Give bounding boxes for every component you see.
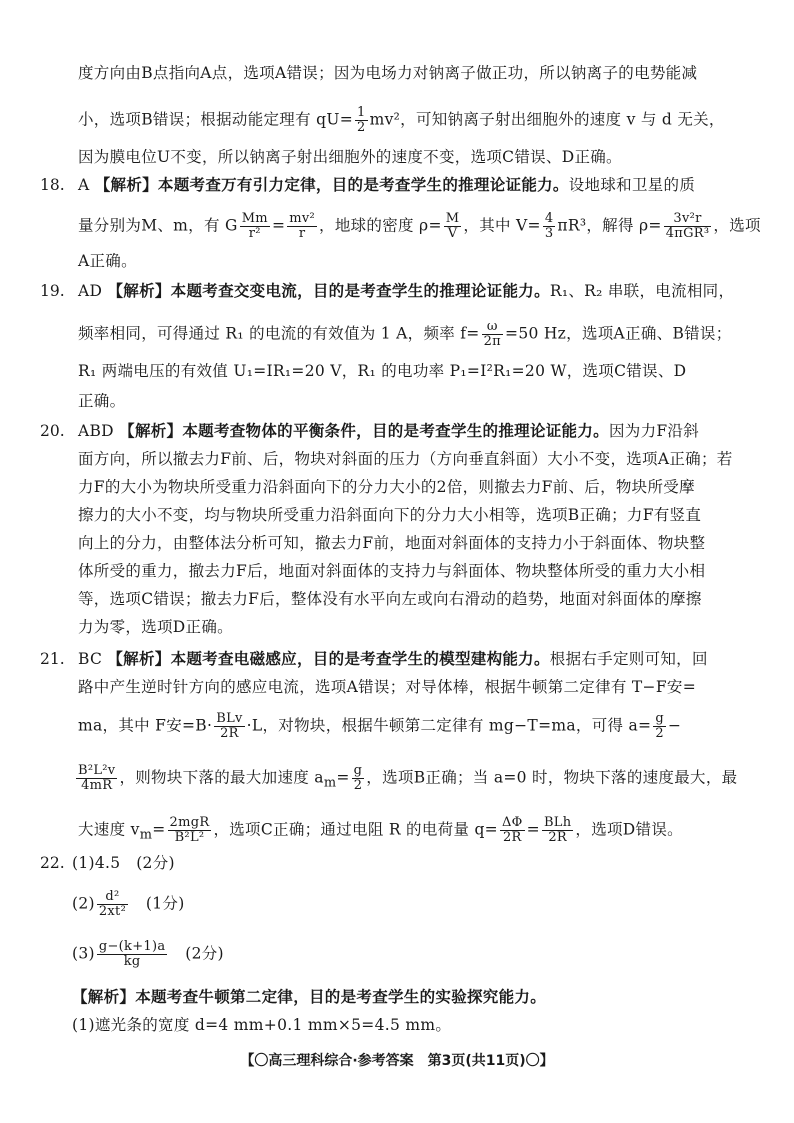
text: m [139, 827, 153, 843]
text: (3) [72, 944, 95, 963]
frac-bottom: 2 [357, 120, 366, 135]
q21-answer: BC [78, 650, 103, 668]
text: πR³，解得 ρ= [557, 216, 662, 235]
frac-top: g [655, 711, 664, 726]
text: 根据右手定则可知，回 [549, 650, 708, 668]
frac-top: BLh [543, 815, 572, 830]
q22-explanation-1: (1)遮光条的宽度 d=4 mm+0.1 mm×5=4.5 mm。 [72, 1016, 452, 1034]
intro-line-1: 度方向由B点指向A点，选项A错误；因为电场力对钠离子做正功，所以钠离子的电势能减 [78, 64, 698, 82]
frac-bottom: 3 [544, 226, 554, 241]
text: = [526, 820, 540, 839]
text: 因为力F沿斜 [608, 422, 700, 440]
frac-bottom: B²L² [174, 830, 205, 845]
q18-line-3: A正确。 [78, 252, 137, 270]
frac-bottom: r [298, 226, 306, 241]
q20-line-4: 擦力的大小不变，均与物块所受重力沿斜面向下的分力大小相等，选项B正确；力F有竖直 [78, 506, 702, 524]
text: m [323, 775, 337, 791]
frac-bottom: 2 [353, 778, 363, 793]
text: 大速度 v [78, 820, 140, 839]
text: − [667, 716, 682, 735]
frac-top: 1 [357, 105, 366, 120]
frac-top: ω [482, 320, 503, 335]
q20-analysis-tag: 【解析】本题考查物体的平衡条件，目的是考查学生的推理论证能力。 [119, 421, 609, 440]
fraction [240, 212, 270, 241]
frac-bottom: 2R [502, 830, 522, 845]
frac-bottom: r² [248, 226, 261, 241]
frac-top: BLv [216, 711, 243, 726]
text: R₁、R₂ 串联，电流相同， [549, 282, 735, 300]
intro-line-2 [78, 106, 725, 135]
q20-line-3: 力F的大小为物块所受重力沿斜面向下的分力大小的2倍，则撤去力F前、后，物块所受摩 [78, 478, 695, 496]
frac-top: M [445, 211, 460, 226]
q21-analysis-tag: 【解析】本题考查电磁感应，目的是考查学生的模型建构能力。 [107, 649, 550, 668]
q20-line-6: 体所受的重力，撤去力F后，地面对斜面体的支持力与斜面体、物块整体所受的重力大小相 [78, 562, 706, 580]
frac-top: 3v²r [664, 212, 712, 227]
q22-answer-2 [72, 890, 185, 919]
q18-line-1b: 设地球和卫星的质 [568, 176, 696, 194]
q19-line-4: 正确。 [78, 392, 126, 410]
fraction [214, 712, 244, 741]
fraction [97, 940, 168, 969]
fraction [76, 764, 117, 793]
text: = [271, 216, 286, 235]
frac-top: 4 [544, 211, 554, 226]
q19-line-3: R₁ 两端电压的有效值 U₁=IR₁=20 V，R₁ 的电功率 P₁=I²R₁=20 W，选项C错误、D [78, 362, 687, 380]
frac-top: g [353, 763, 363, 778]
text: ，选项C正确；通过电阻 R 的电荷量 q= [213, 820, 498, 839]
text: (2) [72, 894, 95, 913]
text: = [152, 820, 166, 839]
intro-line-2b: mv²，可知钠离子射出细胞外的速度 v 与 d 无关， [369, 110, 725, 129]
fraction [482, 320, 503, 349]
q21-line-3 [78, 712, 681, 741]
question-number: 20. [40, 422, 65, 440]
q21-line-2: 路中产生逆时针方向的感应电流，选项A错误；对导体棒，根据牛顿第二定律有 T−F安= [78, 678, 696, 696]
q21-line-5 [78, 816, 683, 847]
text: ，选项B正确；当 a=0 时，物块下落的速度最大，最 [366, 768, 738, 787]
fraction [664, 212, 712, 241]
fraction [543, 212, 556, 241]
frac-top: d² [97, 890, 128, 905]
q18-analysis-tag: 【解析】本题考查万有引力定律，目的是考查学生的推理论证能力。 [94, 175, 569, 194]
text: ，地球的密度 ρ= [319, 216, 442, 235]
q20-line-2: 面方向，所以撤去力F前、后，物块对斜面的压力（方向垂直斜面）大小不变，选项A正确；若 [78, 450, 733, 468]
text: ·L，对物块，根据牛顿第二定律有 mg−T=ma，可得 a= [246, 716, 652, 735]
intro-line-2a: 小，选项B错误；根据动能定理有 qU= [78, 110, 353, 129]
text: (2分) [185, 944, 224, 963]
q18-line-1 [78, 174, 695, 196]
frac-bottom: 4πGR³ [665, 226, 710, 241]
frac-top: Mm [241, 211, 268, 226]
text: ，选项D错误。 [575, 820, 683, 839]
fraction [168, 816, 212, 845]
frac-bottom: 2π [483, 334, 502, 349]
text: =50 Hz，选项A正确、B错误； [505, 324, 732, 343]
question-number: 22. [40, 854, 65, 872]
q22-answer-3 [72, 940, 224, 969]
frac-top: 2mgR [169, 815, 210, 830]
question-number: 21. [40, 650, 65, 668]
text: ，则物块下落的最大加速度 a [119, 768, 324, 787]
fraction [444, 212, 462, 241]
question-number: 19. [40, 282, 65, 300]
frac-top: mv² [289, 211, 316, 226]
frac-bottom: 2 [655, 726, 664, 741]
frac-bottom: 2R [220, 726, 239, 741]
q22-analysis-tag: 【解析】本题考查牛顿第二定律，目的是考查学生的实验探究能力。 [72, 987, 547, 1006]
q19-answer: AD [78, 282, 103, 300]
text: = [336, 768, 350, 787]
text: 量分别为M、m，有 G [78, 216, 238, 235]
text: 频率相同，可得通过 R₁ 的电流的有效值为 1 A，频率 f= [78, 324, 480, 343]
q20-answer: ABD [78, 422, 114, 440]
q22-answer-1: (1)4.5 (2分) [72, 854, 175, 872]
frac-bottom: 4mR [81, 778, 113, 793]
q20-line-1 [78, 420, 699, 442]
q18-answer: A [78, 176, 90, 194]
q20-line-7: 等，选项C错误；撤去力F后，整体没有水平向左或向右滑动的趋势，地面对斜面体的摩擦 [78, 590, 702, 608]
fraction [287, 212, 317, 241]
q20-line-8: 力为零，选项D正确。 [78, 618, 233, 636]
frac-bottom: kg [123, 954, 141, 969]
q21-line-4 [74, 764, 737, 795]
text: ，选项 [713, 216, 761, 235]
frac-bottom: 2xt² [98, 904, 127, 919]
fraction [355, 106, 368, 135]
text: ，其中 V= [463, 216, 541, 235]
q19-analysis-tag: 【解析】本题考查交变电流，目的是考查学生的推理论证能力。 [107, 281, 550, 300]
frac-top: g−(k+1)a [98, 939, 166, 954]
q18-line-2 [78, 212, 761, 241]
q21-line-1 [78, 648, 708, 670]
intro-line-3: 因为膜电位U不变，所以钠离子射出细胞外的速度不变，选项C错误、D正确。 [78, 148, 622, 166]
frac-top: B²L²v [78, 763, 116, 778]
q19-line-2 [78, 320, 732, 349]
q20-line-5: 向上的分力，由整体法分析可知，撤去力F前，地面对斜面体的支持力小于斜面体、物块整 [78, 534, 706, 552]
question-number: 18. [40, 176, 65, 194]
frac-bottom: 2R [548, 830, 567, 845]
fraction [653, 712, 666, 741]
text: ma，其中 F安=B· [78, 716, 213, 735]
fraction [352, 764, 365, 793]
fraction [542, 816, 573, 845]
text: (1分) [145, 894, 185, 913]
frac-bottom: V [447, 226, 458, 241]
frac-top: ΔΦ [501, 815, 523, 830]
fraction [500, 816, 525, 845]
fraction [97, 890, 128, 919]
q19-line-1 [78, 280, 734, 302]
page-footer: 【〇高三理科综合·参考答案 第3页(共11页)〇】 [240, 1053, 554, 1069]
